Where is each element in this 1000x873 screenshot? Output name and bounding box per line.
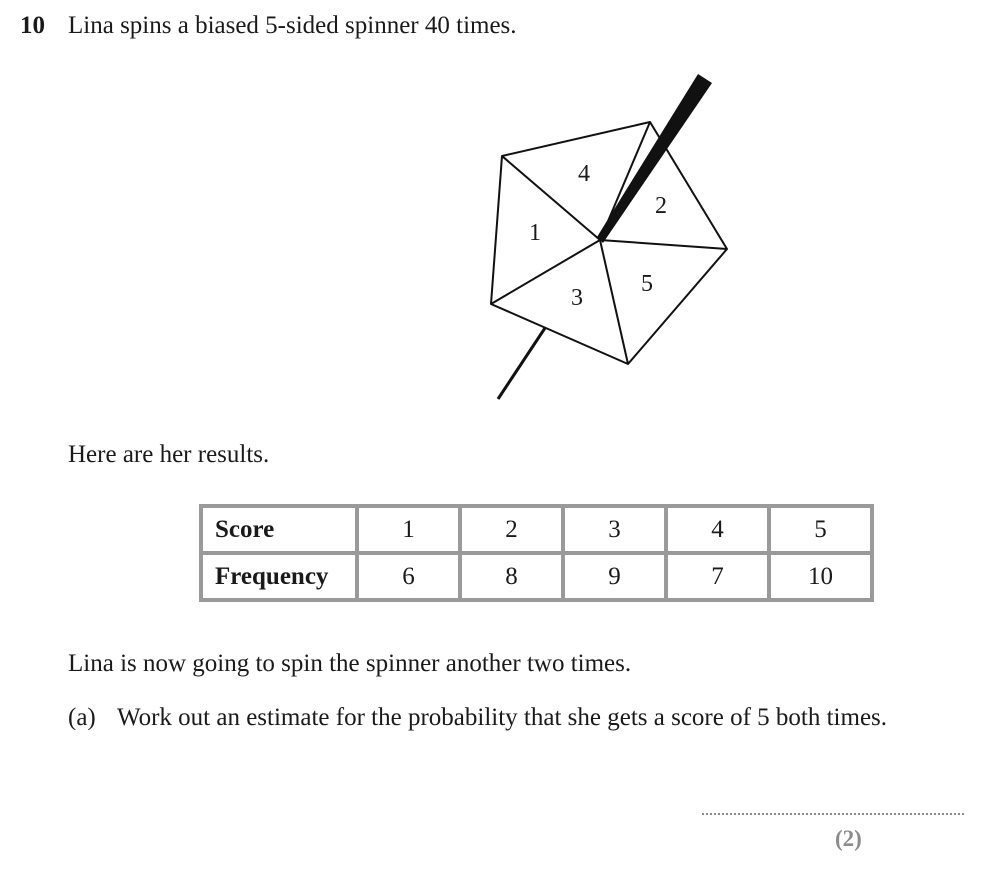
row-header-score: Score: [201, 506, 357, 553]
frequency-cell: 6: [357, 553, 460, 600]
score-cell: 4: [666, 506, 769, 553]
sector-label: 5: [641, 271, 653, 297]
spinner-divider: [491, 240, 600, 304]
marks-indicator: (2): [835, 826, 862, 851]
results-intro: Here are her results.: [68, 441, 270, 468]
sector-label: 4: [578, 161, 590, 187]
question-number: 10: [20, 12, 45, 39]
sector-label: 2: [655, 193, 667, 219]
score-cell: 1: [357, 506, 460, 553]
spinner-divider: [600, 240, 628, 364]
score-cell: 2: [460, 506, 563, 553]
row-header-frequency: Frequency: [201, 553, 357, 600]
part-a-question: Work out an estimate for the probability that she gets a score of 5 both times.: [117, 704, 888, 731]
table-row: [201, 553, 872, 600]
part-a-label: (a): [68, 704, 96, 731]
sector-label: 1: [529, 220, 541, 246]
spinner-diagram: [470, 65, 740, 405]
frequency-cell: 10: [769, 553, 872, 600]
question-stem: Lina spins a biased 5-sided spinner 40 times.: [68, 12, 517, 39]
spinner-pointer-tail: [498, 328, 545, 399]
table-row: [201, 506, 872, 553]
frequency-cell: 8: [460, 553, 563, 600]
followup-text: Lina is now going to spin the spinner another two times.: [68, 650, 632, 677]
frequency-cell: 7: [666, 553, 769, 600]
sector-label: 3: [571, 285, 583, 311]
answer-line[interactable]: [702, 813, 964, 815]
spinner-divider: [600, 240, 727, 249]
score-cell: 5: [769, 506, 872, 553]
results-table: [199, 504, 874, 602]
spinner-outline: [491, 122, 727, 364]
frequency-cell: 9: [563, 553, 666, 600]
score-cell: 3: [563, 506, 666, 553]
